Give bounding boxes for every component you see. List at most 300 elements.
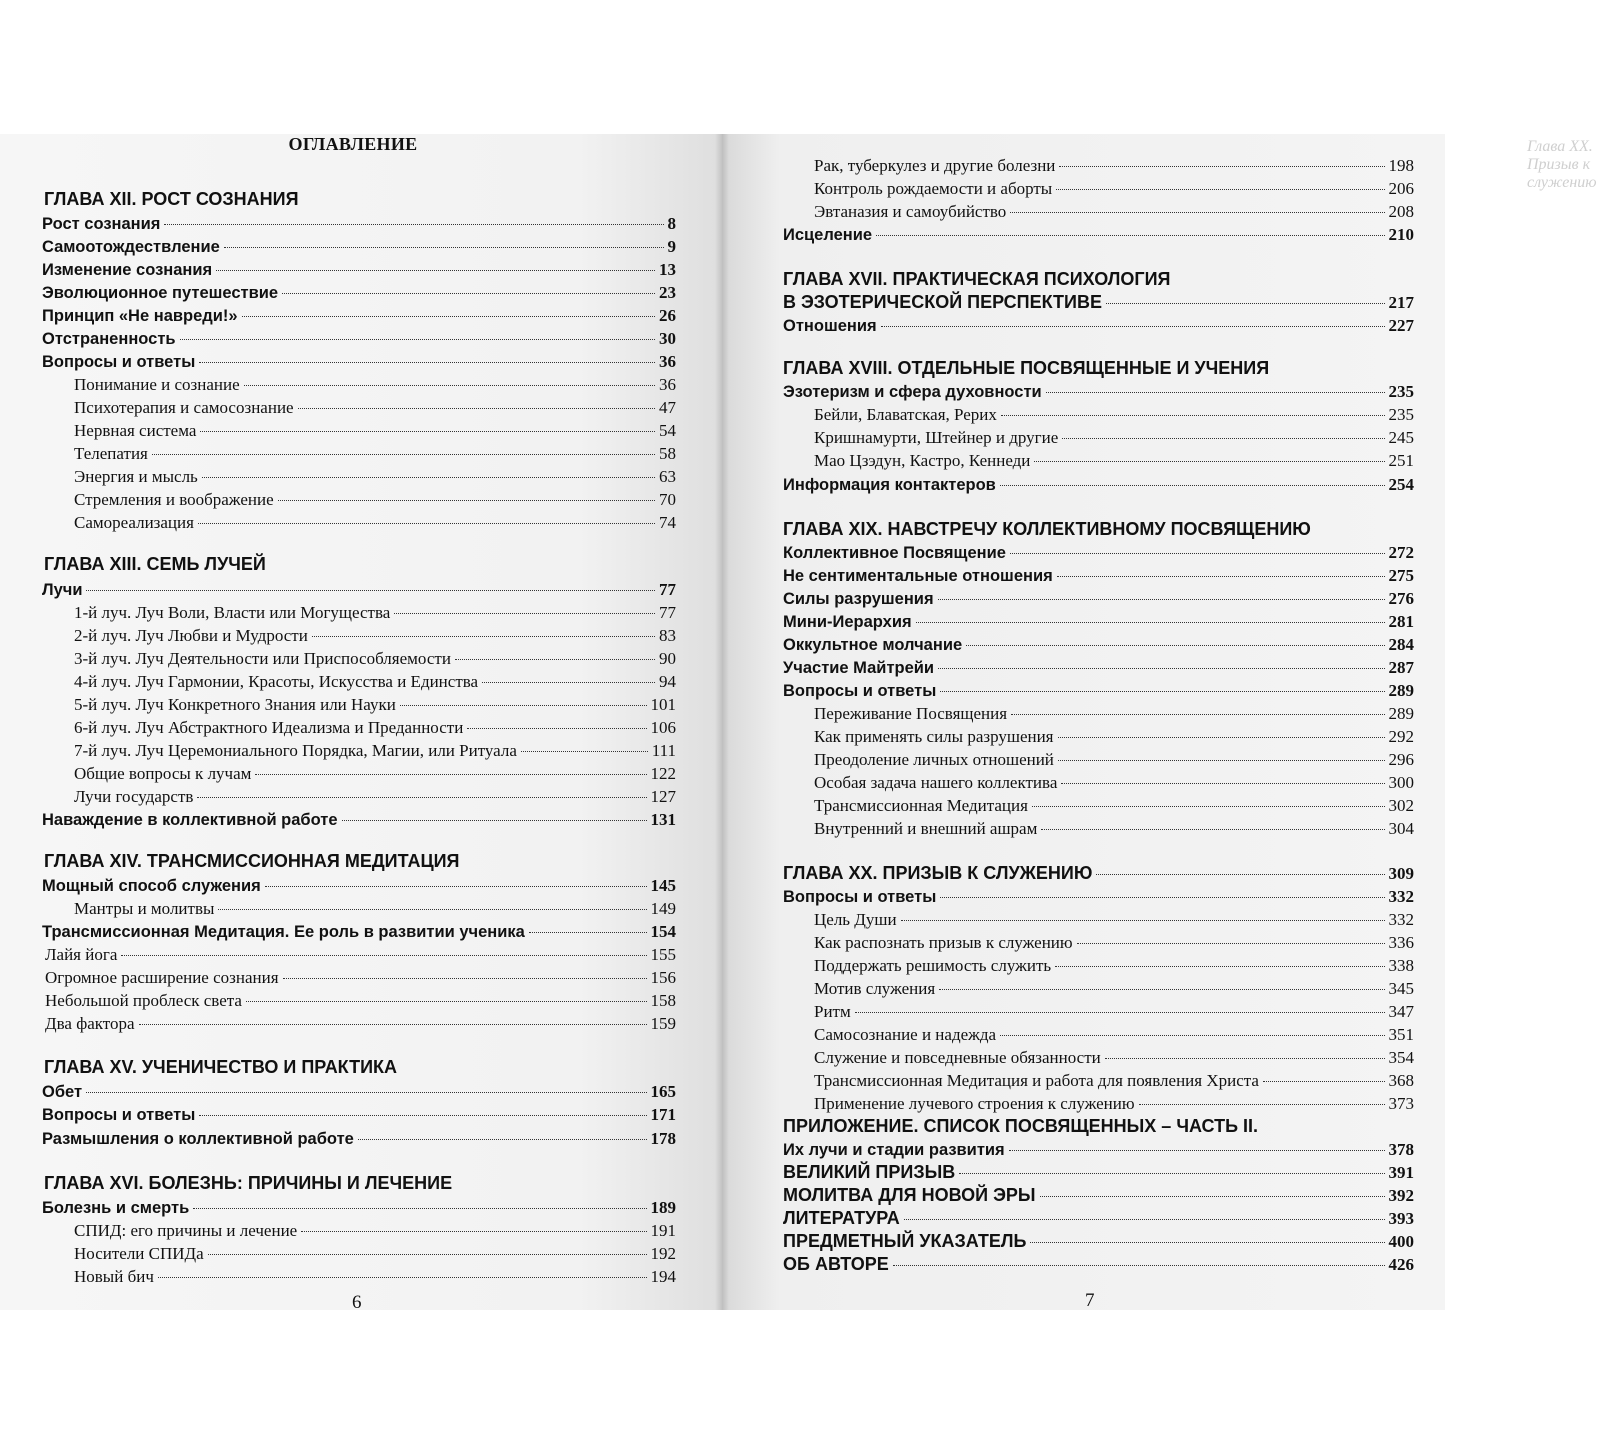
dot-leader [400, 705, 647, 706]
dot-leader [301, 1231, 646, 1232]
toc-entry-page: 36 [659, 375, 676, 394]
toc-entry-title: Бейли, Блаватская, Рерих [814, 405, 997, 424]
toc-entry-title: Мощный способ служения [42, 877, 261, 895]
toc-entry [74, 1242, 676, 1265]
toc-entry [814, 725, 1414, 748]
toc-entry [783, 587, 1414, 610]
dot-leader [939, 989, 1384, 990]
toc-entry [783, 518, 1414, 541]
toc-entry-title: Самореализация [74, 513, 194, 532]
toc-entry-title: 3-й луч. Луч Деятельности или Приспособляемости [74, 649, 451, 668]
toc-entry-page: 158 [650, 991, 676, 1010]
dot-leader [1096, 874, 1384, 875]
toc-entry [783, 610, 1414, 633]
toc-entry [74, 785, 676, 808]
toc-entry [783, 1184, 1414, 1207]
toc-entry-page: 400 [1388, 1232, 1414, 1251]
toc-entry-page: 289 [1388, 704, 1414, 723]
toc-entry [814, 1000, 1414, 1023]
toc-entry-title: СПИД: его причины и лечение [74, 1221, 298, 1240]
toc-entry-page: 198 [1388, 156, 1414, 175]
toc-entry-page: 178 [650, 1129, 676, 1148]
toc-entry [42, 920, 676, 943]
dot-leader [1001, 415, 1385, 416]
toc-entry-title: Трансмиссионная Медитация [814, 796, 1028, 815]
toc-entry-page: 292 [1388, 727, 1414, 746]
toc-entry-title: Носители СПИДа [74, 1244, 204, 1263]
toc-entry-title: Новый бич [74, 1267, 154, 1286]
dot-leader [521, 751, 648, 752]
toc-entry [74, 511, 676, 534]
toc-entry-title: Стремления и воображение [74, 490, 274, 509]
toc-entry-page: 302 [1388, 796, 1414, 815]
dot-leader [158, 1277, 647, 1278]
dot-leader [1030, 1242, 1384, 1243]
toc-entry-page: 351 [1388, 1025, 1414, 1044]
toc-entry [783, 268, 1414, 291]
toc-entry-title: Мотив служения [814, 979, 936, 998]
toc-entry-title: Переживание Посвящения [814, 704, 1008, 723]
dot-leader [164, 224, 663, 225]
toc-entry-page: 106 [650, 718, 676, 737]
toc-entry [783, 1253, 1414, 1276]
toc-entry-title: Поддержать решимость служить [814, 956, 1052, 975]
dot-leader [959, 1173, 1384, 1174]
toc-entry [814, 403, 1414, 426]
toc-entry [814, 1046, 1414, 1069]
toc-entry [814, 154, 1414, 177]
toc-entry-page: 77 [659, 603, 676, 622]
toc-entry [74, 396, 676, 419]
toc-entry [74, 897, 676, 920]
toc-entry [42, 874, 676, 897]
toc-entry-title: Понимание и сознание [74, 375, 240, 394]
toc-entry-page: 74 [659, 513, 676, 532]
toc-entry-title: В ЭЗОТЕРИЧЕСКОЙ ПЕРСПЕКТИВЕ [783, 292, 1102, 312]
dot-leader [342, 820, 647, 821]
toc-entry-title: Мини-Иерархия [783, 613, 912, 631]
toc-entry-title: Ритм [814, 1002, 851, 1021]
toc-entry [44, 850, 676, 873]
toc-entry [814, 817, 1414, 840]
toc-entry [74, 647, 676, 670]
toc-entry-page: 171 [650, 1105, 676, 1124]
toc-entry-title: Небольшой проблеск света [45, 991, 242, 1010]
toc-entry-title: Рост сознания [42, 215, 161, 233]
dot-leader [1077, 943, 1385, 944]
dot-leader [1009, 1150, 1385, 1151]
toc-entry-title: Мантры и молитвы [74, 899, 215, 918]
toc-entry [814, 908, 1414, 931]
dot-leader [455, 659, 655, 660]
dot-leader [193, 1208, 646, 1209]
toc-entry-page: 131 [650, 810, 676, 829]
toc-entry-title: Общие вопросы к лучам [74, 764, 252, 783]
toc-entry-page: 368 [1388, 1071, 1414, 1090]
toc-entry [42, 350, 676, 373]
dot-leader [358, 1139, 647, 1140]
toc-entry-page: 26 [659, 306, 676, 325]
toc-entry [814, 1069, 1414, 1092]
left-page [0, 134, 722, 1313]
dot-leader [224, 247, 664, 248]
dot-leader [1061, 783, 1384, 784]
dot-leader [244, 385, 655, 386]
toc-entry-page: 378 [1388, 1140, 1414, 1159]
toc-entry-page: 155 [650, 945, 676, 964]
toc-entry-page: 111 [651, 741, 676, 760]
toc-entry-page: 192 [650, 1244, 676, 1263]
toc-entry-page: 354 [1388, 1048, 1414, 1067]
dot-leader [1059, 166, 1384, 167]
toc-entry-page: 235 [1388, 382, 1414, 401]
toc-entry [74, 373, 676, 396]
dot-leader [938, 668, 1384, 669]
toc-entry [814, 771, 1414, 794]
toc-entry [44, 1056, 676, 1079]
toc-entry-page: 426 [1388, 1255, 1414, 1274]
toc-entry [74, 739, 676, 762]
toc-entry-page: 189 [650, 1198, 676, 1217]
toc-entry-title: Коллективное Посвящение [783, 544, 1006, 562]
dot-leader [218, 909, 646, 910]
dot-leader [1058, 737, 1385, 738]
toc-entry [45, 943, 676, 966]
toc-entry-title: Вопросы и ответы [42, 1106, 196, 1124]
dot-leader [312, 636, 655, 637]
toc-entry-title: Принцип «Не навреди!» [42, 307, 238, 325]
dot-leader [198, 523, 655, 524]
toc-entry-title: ГЛАВА XIV. ТРАНСМИССИОННАЯ МЕДИТАЦИЯ [44, 851, 460, 871]
toc-entry [42, 578, 676, 601]
toc-entry-page: 227 [1388, 316, 1414, 335]
dot-leader [208, 1254, 647, 1255]
toc-entry-title: Применение лучевого строения к служению [814, 1094, 1135, 1113]
toc-entry-title: ГЛАВА XX. ПРИЗЫВ К СЛУЖЕНИЮ [783, 863, 1093, 883]
toc-entry [814, 977, 1414, 1000]
toc-entry-title: 6-й луч. Луч Абстрактного Идеализма и Преданности [74, 718, 464, 737]
dot-leader [876, 235, 1384, 236]
dot-leader [467, 728, 646, 729]
toc-entry [74, 488, 676, 511]
toc-entry-page: 101 [650, 695, 676, 714]
toc-entry-page: 206 [1388, 179, 1414, 198]
toc-entry-title: Участие Майтрейи [783, 659, 935, 677]
dot-leader [1057, 576, 1385, 577]
toc-entry-title: Психотерапия и самосознание [74, 398, 294, 417]
toc-entry [45, 989, 676, 1012]
toc-entry [814, 449, 1414, 472]
dot-leader [242, 316, 655, 317]
toc-entry-page: 77 [659, 580, 676, 599]
toc-entry-title: Их лучи и стадии развития [783, 1141, 1005, 1159]
toc-entry [42, 1080, 676, 1103]
toc-entry-title: Наваждение в коллективной работе [42, 811, 338, 829]
toc-entry [783, 885, 1414, 908]
toc-entry-page: 217 [1388, 293, 1414, 312]
toc-entry-page: 145 [650, 876, 676, 895]
dot-leader [139, 1024, 647, 1025]
toc-entry [783, 291, 1414, 314]
dot-leader [855, 1012, 1385, 1013]
dot-leader [1056, 189, 1384, 190]
toc-entry-page: 8 [667, 214, 676, 233]
toc-entry-page: 154 [650, 922, 676, 941]
toc-entry [814, 954, 1414, 977]
dot-leader [394, 613, 655, 614]
toc-entry [783, 1161, 1414, 1184]
dot-leader [152, 454, 655, 455]
toc-entry-title: ГЛАВА XII. РОСТ СОЗНАНИЯ [44, 189, 299, 209]
toc-entry-title: ВЕЛИКИЙ ПРИЗЫВ [783, 1162, 956, 1182]
toc-entry [783, 1138, 1414, 1161]
toc-entry [814, 1023, 1414, 1046]
toc-entry-title: Вопросы и ответы [42, 353, 196, 371]
dot-leader [199, 1115, 646, 1116]
toc-entry-title: Трансмиссионная Медитация. Ее роль в развитии ученика [42, 923, 525, 941]
toc-entry [74, 693, 676, 716]
toc-entry-page: 336 [1388, 933, 1414, 952]
page-title: ОГЛАВЛЕНИЕ [288, 134, 418, 154]
dot-leader [1000, 1035, 1384, 1036]
dot-leader [298, 408, 655, 409]
dot-leader [197, 797, 646, 798]
toc-entry [783, 1207, 1414, 1230]
dot-leader [1055, 966, 1384, 967]
toc-entry-page: 208 [1388, 202, 1414, 221]
toc-entry-page: 391 [1388, 1163, 1414, 1182]
toc-entry-title: ГЛАВА XVIII. ОТДЕЛЬНЫЕ ПОСВЯЩЕННЫЕ И УЧЕНИЯ [783, 358, 1270, 378]
dot-leader [938, 599, 1385, 600]
toc-entry-title: Не сентиментальные отношения [783, 567, 1053, 585]
toc-entry [814, 931, 1414, 954]
toc-entry-title: Исцеление [783, 226, 873, 244]
dot-leader [86, 1092, 646, 1093]
toc-entry [783, 473, 1414, 496]
toc-entry-title: Эзотеризм и сфера духовности [783, 383, 1042, 401]
dot-leader [893, 1265, 1385, 1266]
toc-entry-page: 47 [659, 398, 676, 417]
right-page-number: 7 [1085, 1290, 1095, 1311]
dot-leader [529, 932, 647, 933]
dot-leader [216, 270, 655, 271]
dot-leader [1046, 392, 1385, 393]
dot-leader [1139, 1104, 1385, 1105]
toc-entry-page: 392 [1388, 1186, 1414, 1205]
toc-entry [783, 862, 1414, 885]
toc-entry-page: 254 [1388, 475, 1414, 494]
toc-entry [783, 679, 1414, 702]
toc-entry-title: ЛИТЕРАТУРА [783, 1208, 900, 1228]
toc-entry-page: 58 [659, 444, 676, 463]
toc-entry-page: 332 [1388, 910, 1414, 929]
toc-entry [74, 601, 676, 624]
toc-entry-title: Самосознание и надежда [814, 1025, 997, 1044]
book-gutter [715, 134, 729, 1310]
toc-entry-page: 304 [1388, 819, 1414, 838]
toc-entry-page: 70 [659, 490, 676, 509]
toc-entry [783, 1230, 1414, 1253]
toc-entry [783, 357, 1414, 380]
toc-entry-title: МОЛИТВА ДЛЯ НОВОЙ ЭРЫ [783, 1185, 1036, 1205]
dot-leader [1058, 760, 1385, 761]
toc-entry-title: 2-й луч. Луч Любви и Мудрости [74, 626, 308, 645]
toc-entry [783, 564, 1414, 587]
toc-entry-title: Внутренний и внешний ашрам [814, 819, 1038, 838]
toc-entry-title: Преодоление личных отношений [814, 750, 1054, 769]
toc-entry-title: Огромное расширение сознания [45, 968, 279, 987]
dot-leader [202, 477, 655, 478]
dot-leader [916, 622, 1385, 623]
toc-entry [814, 426, 1414, 449]
toc-entry-page: 300 [1388, 773, 1414, 792]
toc-entry [45, 1012, 676, 1035]
toc-entry [783, 1115, 1414, 1138]
toc-entry [74, 670, 676, 693]
toc-entry [814, 177, 1414, 200]
dot-leader [966, 645, 1384, 646]
toc-entry-page: 373 [1388, 1094, 1414, 1113]
toc-entry-title: ГЛАВА XIII. СЕМЬ ЛУЧЕЙ [44, 554, 266, 574]
toc-entry-page: 281 [1388, 612, 1414, 631]
toc-entry-title: Размышления о коллективной работе [42, 1130, 354, 1148]
toc-entry [74, 762, 676, 785]
toc-entry-title: ГЛАВА XVI. БОЛЕЗНЬ: ПРИЧИНЫ И ЛЕЧЕНИЕ [44, 1173, 453, 1193]
toc-entry [74, 1265, 676, 1288]
dot-leader [1062, 438, 1384, 439]
right-page [722, 134, 1597, 1311]
open-book [0, 134, 1597, 1313]
toc-entry-page: 13 [659, 260, 676, 279]
toc-entry [42, 281, 676, 304]
dot-leader [278, 500, 655, 501]
toc-entry-page: 284 [1388, 635, 1414, 654]
toc-entry [74, 465, 676, 488]
toc-entry-page: 296 [1388, 750, 1414, 769]
toc-entry [74, 1219, 676, 1242]
dot-leader [199, 362, 655, 363]
toc-entry [42, 808, 676, 831]
dot-leader [1000, 485, 1385, 486]
toc-entry [42, 212, 676, 235]
toc-entry-page: 30 [659, 329, 676, 348]
toc-entry [74, 419, 676, 442]
toc-entry [783, 314, 1414, 337]
toc-entry-title: Лучи государств [74, 787, 194, 806]
toc-entry-page: 165 [650, 1082, 676, 1101]
toc-entry-title: ГЛАВА XVII. ПРАКТИЧЕСКАЯ ПСИХОЛОГИЯ [783, 269, 1171, 289]
toc-entry-page: 63 [659, 467, 676, 486]
toc-entry [814, 702, 1414, 725]
toc-entry-page: 159 [650, 1014, 676, 1033]
toc-entry-title: Как распознать призыв к служению [814, 933, 1073, 952]
left-page-number: 6 [352, 1292, 362, 1313]
toc-entry-page: 345 [1388, 979, 1414, 998]
dot-leader [901, 920, 1385, 921]
toc-entry-title: Рак, туберкулез и другие болезни [814, 156, 1056, 175]
dot-leader [1040, 1196, 1385, 1197]
toc-entry-title: ГЛАВА XIX. НАВСТРЕЧУ КОЛЛЕКТИВНОМУ ПОСВЯЩЕНИЮ [783, 519, 1311, 539]
bleed-through-text: Глава XX. Призыв к служению [1527, 138, 1597, 191]
toc-entry [783, 656, 1414, 679]
toc-entry-title: Лайя йога [45, 945, 118, 964]
dot-leader [200, 431, 655, 432]
toc-entry-title: ОБ АВТОРЕ [783, 1254, 889, 1274]
toc-entry-title: ПРИЛОЖЕНИЕ. СПИСОК ПОСВЯЩЕННЫХ – ЧАСТЬ II. [783, 1116, 1259, 1136]
toc-entry-title: 4-й луч. Луч Гармонии, Красоты, Искусства и Единства [74, 672, 479, 691]
toc-entry-title: Вопросы и ответы [783, 682, 937, 700]
dot-leader [1105, 1058, 1385, 1059]
toc-entry-page: 332 [1388, 887, 1414, 906]
toc-entry-title: Эвтаназия и самоубийство [814, 202, 1007, 221]
toc-entry [783, 633, 1414, 656]
toc-entry [42, 1196, 676, 1219]
toc-entry-page: 251 [1388, 451, 1414, 470]
toc-entry [814, 748, 1414, 771]
toc-entry-page: 289 [1388, 681, 1414, 700]
toc-entry-title: Лучи [42, 581, 83, 599]
toc-entry [42, 1103, 676, 1126]
toc-entry-page: 272 [1388, 543, 1414, 562]
toc-entry-title: Мао Цзэдун, Кастро, Кеннеди [814, 451, 1031, 470]
toc-entry-page: 338 [1388, 956, 1414, 975]
toc-entry-title: Самоотождествление [42, 238, 220, 256]
toc-entry-page: 54 [659, 421, 676, 440]
toc-entry-page: 210 [1388, 225, 1414, 244]
toc-entry-page: 245 [1388, 428, 1414, 447]
toc-entry-title: Эволюционное путешествие [42, 284, 279, 302]
toc-entry-page: 36 [659, 352, 676, 371]
dot-leader [180, 339, 655, 340]
toc-entry-title: ПРЕДМЕТНЫЙ УКАЗАТЕЛЬ [783, 1231, 1027, 1251]
dot-leader [121, 955, 646, 956]
toc-entry-page: 94 [659, 672, 676, 691]
toc-entry-page: 287 [1388, 658, 1414, 677]
dot-leader [1106, 303, 1385, 304]
dot-leader [904, 1219, 1385, 1220]
toc-entry-page: 122 [650, 764, 676, 783]
toc-entry-title: Нервная система [74, 421, 197, 440]
toc-entry-page: 194 [650, 1267, 676, 1286]
dot-leader [1011, 714, 1384, 715]
dot-leader [255, 774, 646, 775]
toc-entry-title: Особая задача нашего коллектива [814, 773, 1058, 792]
toc-entry [45, 966, 676, 989]
toc-entry-title: 1-й луч. Луч Воли, Власти или Могущества [74, 603, 391, 622]
toc-entry-page: 393 [1388, 1209, 1414, 1228]
toc-entry [783, 541, 1414, 564]
toc-entry [814, 1092, 1414, 1115]
toc-entry [814, 200, 1414, 223]
toc-entry [74, 442, 676, 465]
toc-entry-title: Контроль рождаемости и аборты [814, 179, 1053, 198]
toc-entry-page: 235 [1388, 405, 1414, 424]
toc-entry [814, 794, 1414, 817]
toc-entry-title: 5-й луч. Луч Конкретного Знания или Науки [74, 695, 396, 714]
toc-entry-page: 90 [659, 649, 676, 668]
toc-entry-title: Цель Души [814, 910, 897, 929]
toc-entry [42, 235, 676, 258]
dot-leader [265, 886, 647, 887]
dot-leader [1010, 212, 1384, 213]
toc-entry-title: Энергия и мысль [74, 467, 198, 486]
toc-entry-title: Изменение сознания [42, 261, 213, 279]
toc-entry-title: Отношения [783, 317, 877, 335]
toc-entry-page: 9 [667, 237, 676, 256]
dot-leader [86, 590, 655, 591]
toc-entry-title: Болезнь и смерть [42, 1199, 190, 1217]
toc-entry [42, 1127, 676, 1150]
